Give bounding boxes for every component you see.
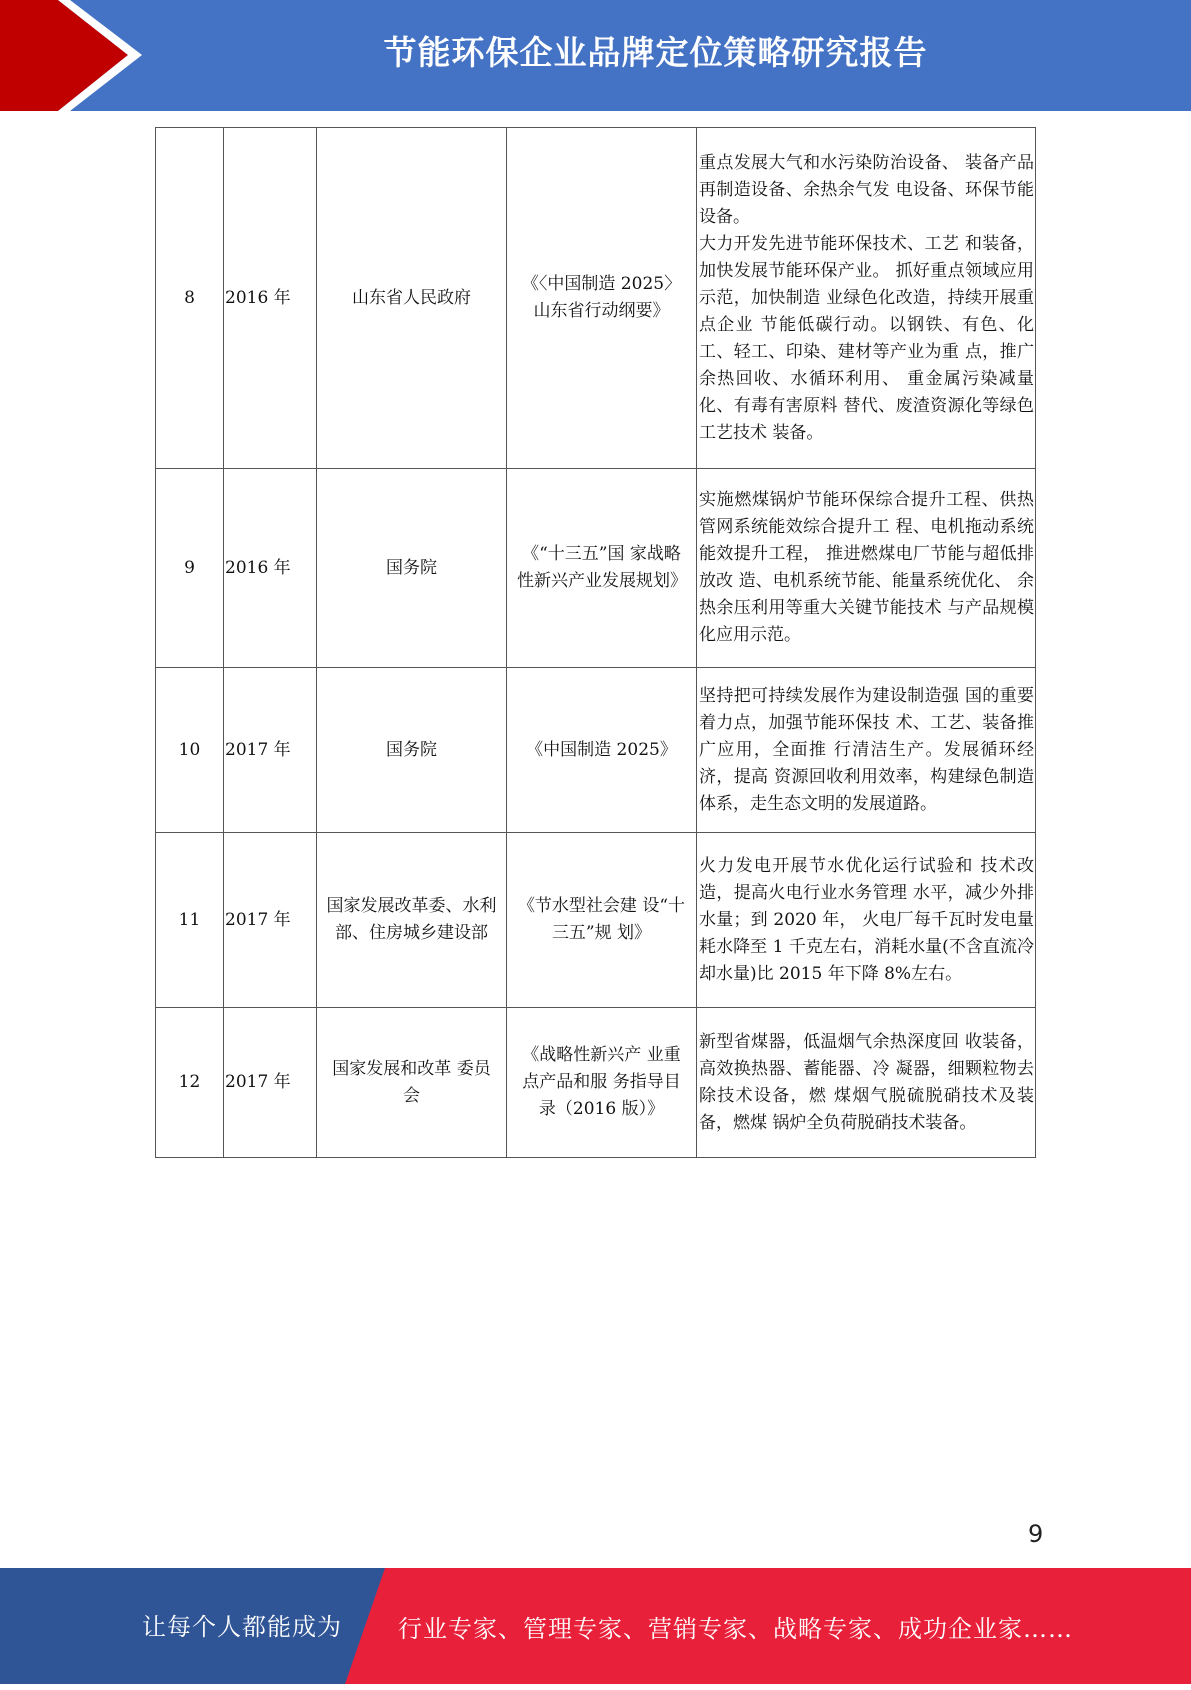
content-paragraph: 坚持把可持续发展作为建设制造强 国的重要着力点，加强节能环保技 术、工艺、装备推广应用，全面推 行清洁生产。发展循环经济，提高 资源回收利用效率，构建绿色制造 体系，走生态文明的发展道路。	[699, 685, 1034, 814]
content-paragraph: 重点发展大气和水污染防治设备、 装备产品再制造设备、余热余气发 电设备、环保节能设备。	[699, 152, 1034, 227]
footer-slogan-left: 让每个人都能成为	[142, 1613, 342, 1641]
row-policy-name: 《〈中国制造 2025〉山东省行动纲要》	[507, 128, 697, 469]
row-number: 8	[156, 128, 224, 469]
row-department: 国务院	[317, 469, 507, 668]
row-policy-content	[697, 668, 1036, 833]
row-department: 山东省人民政府	[317, 128, 507, 469]
row-policy-content	[697, 128, 1036, 469]
row-policy-name: 《中国制造 2025》	[507, 668, 697, 833]
row-policy-name: 《节水型社会建 设“十三五”规 划》	[507, 833, 697, 1008]
content-paragraph: 新型省煤器，低温烟气余热深度回 收装备，高效换热器、蓄能器、冷 凝器，细颗粒物去除技术设备，燃 煤烟气脱硫脱硝技术及装备，燃煤 锅炉全负荷脱硝技术装备。	[699, 1031, 1034, 1133]
row-number: 9	[156, 469, 224, 668]
row-year: 2017 年	[224, 1008, 317, 1158]
row-policy-content	[697, 1008, 1036, 1158]
page-header	[0, 0, 1191, 111]
content-paragraph: 实施燃煤锅炉节能环保综合提升工程、供热管网系统能效综合提升工 程、电机拖动系统能效提升工程， 推进燃煤电厂节能与超低排放改 造、电机系统节能、能量系统优化、 余热余压利用等重大关键节能技术 与产品规模化应用示范。	[699, 490, 1034, 645]
row-number: 12	[156, 1008, 224, 1158]
content-paragraph: 火力发电开展节水优化运行试验和 技术改造，提高火电行业水务管理 水平，减少外排水量；到 2020 年， 火电厂每千瓦时发电量耗水降至 1 千克左右，消耗水量(不含直流冷 却水量)比 2015 年下降 8%左右。	[699, 855, 1034, 984]
row-number: 11	[156, 833, 224, 1008]
table-row	[156, 1008, 1036, 1158]
row-policy-name: 《战略性新兴产 业重点产品和服 务指导目录（2016 版）》	[507, 1008, 697, 1158]
row-policy-content	[697, 833, 1036, 1008]
row-year: 2017 年	[224, 833, 317, 1008]
header-chevron-decoration	[0, 0, 160, 111]
table-row	[156, 469, 1036, 668]
row-year: 2016 年	[224, 128, 317, 469]
row-department: 国务院	[317, 668, 507, 833]
row-department: 国家发展和改革 委员会	[317, 1008, 507, 1158]
row-year: 2016 年	[224, 469, 317, 668]
policy-table	[155, 127, 1036, 1158]
row-year: 2017 年	[224, 668, 317, 833]
content-paragraph: 大力开发先进节能环保技术、工艺 和装备，加快发展节能环保产业。 抓好重点领域应用示范，加快制造 业绿色化改造，持续开展重点企业 节能低碳行动。以钢铁、有色、化 工、轻工、印染、建材等产业为重 点，推广余热回收、水循环利用、 重金属污染减量化、有毒有害原料 替代、废渣资源化等绿色工艺技术 装备。	[699, 233, 1034, 443]
table-row	[156, 833, 1036, 1008]
table-row	[156, 128, 1036, 469]
report-title: 节能环保企业品牌定位策略研究报告	[383, 33, 928, 72]
page-number: 9	[1028, 1520, 1044, 1548]
row-department: 国家发展改革委、水利部、住房城乡建设部	[317, 833, 507, 1008]
footer-slogan-right: 行业专家、管理专家、营销专家、战略专家、成功企业家……	[398, 1615, 1073, 1643]
row-policy-content	[697, 469, 1036, 668]
row-number: 10	[156, 668, 224, 833]
row-policy-name: 《“十三五”国 家战略性新兴产业发展规划》	[507, 469, 697, 668]
table-row	[156, 668, 1036, 833]
page-footer	[0, 1568, 1191, 1684]
